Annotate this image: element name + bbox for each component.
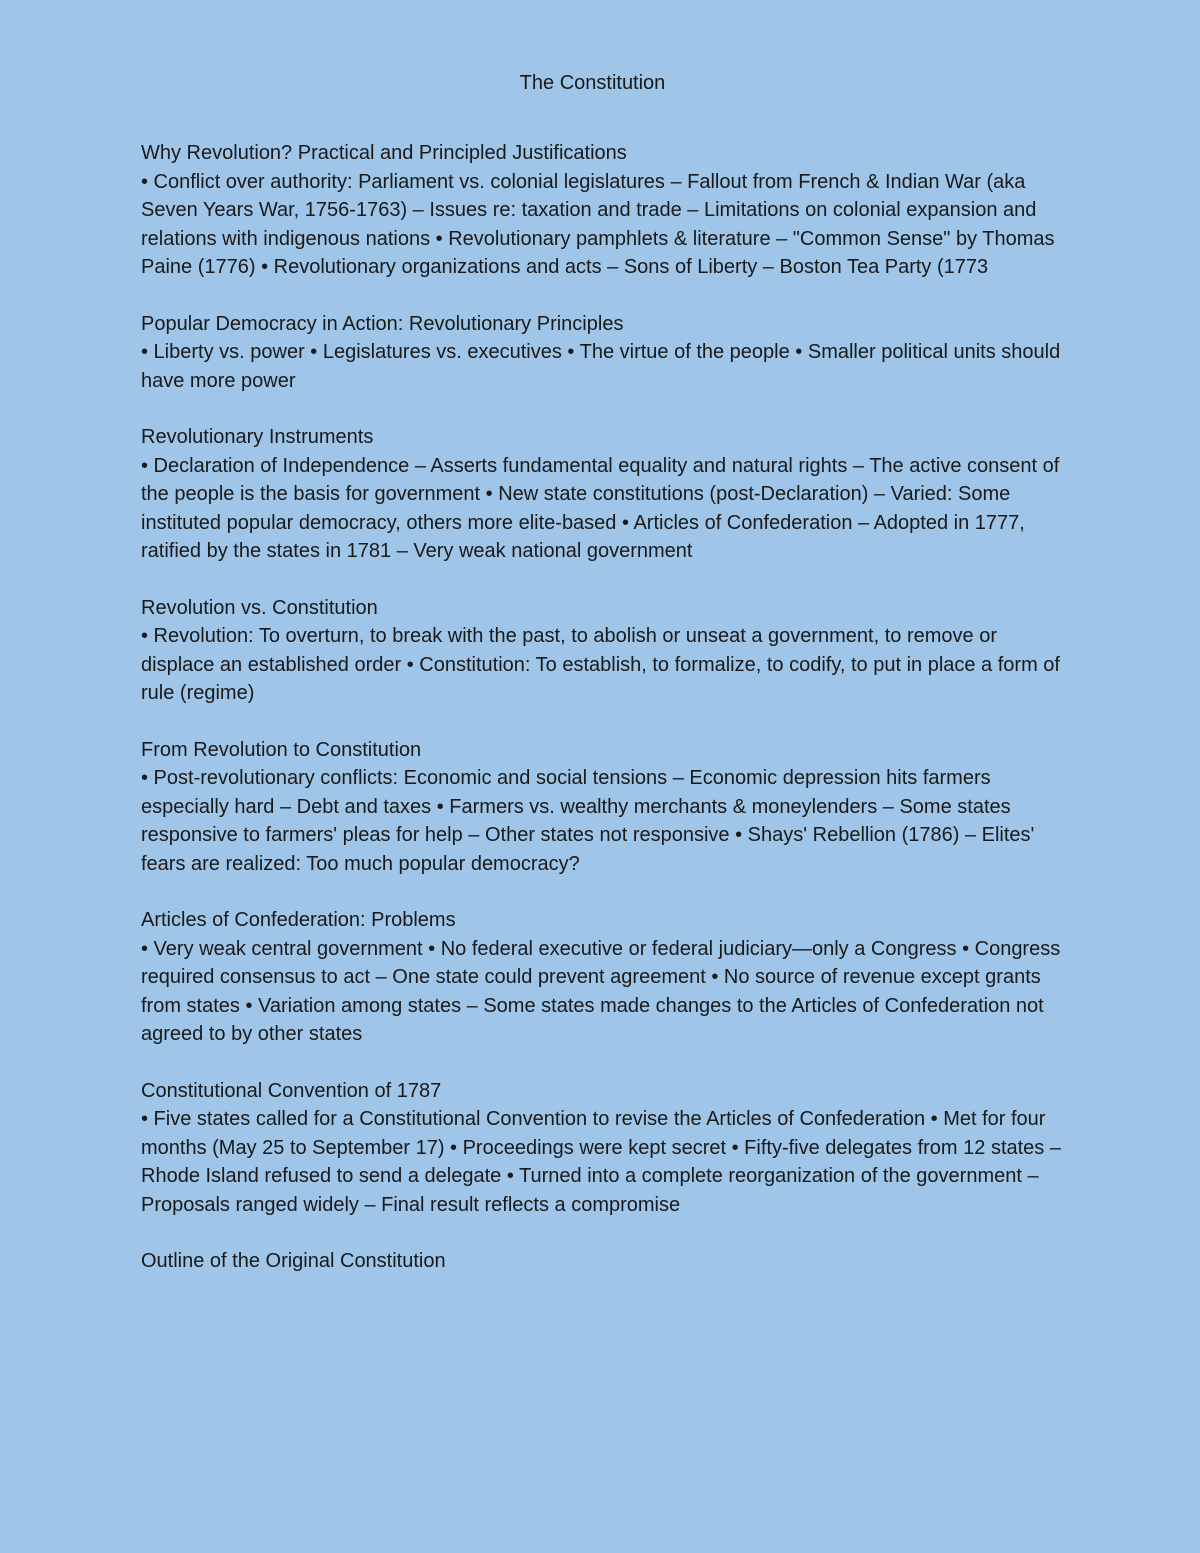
section-popular-democracy (141, 310, 1066, 396)
section-revolution-vs-constitution (141, 594, 1066, 708)
section-body: • Liberty vs. power • Legislatures vs. executives • The virtue of the people • Smaller political units should have more power (141, 341, 1061, 392)
section-outline-original-constitution (141, 1247, 1066, 1276)
section-revolution-to-constitution (141, 736, 1066, 879)
section-heading: Popular Democracy in Action: Revolutionary Principles (141, 312, 624, 335)
section-heading: Articles of Confederation: Problems (141, 909, 456, 931)
section-body: • Declaration of Independence – Asserts fundamental equality and natural rights – The active consent of the people is the basis for government • New state constitutions (post-Declaration) – Varied: Some instituted popular democracy, others more elite-based • Articles of Confederation – Adopted in 1777, ratified by the states in 1781 – Very weak national government (141, 454, 1060, 562)
section-heading: Revolutionary Instruments (141, 426, 374, 448)
section-body: • Very weak central government • No federal executive or federal judiciary—only a Congress • Congress required consensus to act – One state could prevent agreement • No source of revenue except grants from states • Variation among states – Some states made changes to the Articles of Confederation not agreed to by other states (141, 937, 1061, 1045)
section-body: • Conflict over authority: Parliament vs. colonial legislatures – Fallout from French & Indian War (aka Seven Years War, 1756-1763) – Issues re: taxation and trade – Limitations on colonial expansion and relations with indigenous nations • Revolutionary pamphlets & literature – "Common Sense" by Thomas Paine (1776) • Revolutionary organizations and acts – Sons of Liberty – Boston Tea Party (1773 (141, 170, 1055, 278)
section-heading: Constitutional Convention of 1787 (141, 1079, 442, 1102)
section-constitutional-convention (141, 1077, 1066, 1220)
section-heading: Outline of the Original Constitution (141, 1250, 446, 1272)
section-why-revolution (141, 139, 1066, 282)
section-heading: From Revolution to Constitution (141, 738, 422, 761)
section-body: • Post-revolutionary conflicts: Economic and social tensions – Economic depression hits farmers especially hard – Debt and taxes • Farmers vs. wealthy merchants & moneylenders – Some states responsive to farmers' pleas for help – Other states not responsive • Shays' Rebellion (1786) – Elites' fears are realized: Too much popular democracy? (141, 767, 1035, 875)
section-revolutionary-instruments (141, 423, 1066, 566)
section-body: • Five states called for a Constitutional Convention to revise the Articles of Confederation • Met for four months (May 25 to September 17) • Proceedings were kept secret • Fifty-five delegates from 12 states – Rhode Island refused to send a delegate • Turned into a complete reorganization of the government – Proposals ranged widely – Final result reflects a compromise (141, 1108, 1061, 1216)
document-title: The Constitution (519, 72, 666, 94)
document-page (141, 68, 1066, 1304)
section-body: • Revolution: To overturn, to break with the past, to abolish or unseat a government, to remove or displace an established order • Constitution: To establish, to formalize, to codify, to put in place a form of rule (regime) (141, 625, 1060, 704)
section-heading: Why Revolution? Practical and Principled Justifications (141, 142, 627, 164)
section-articles-problems (141, 906, 1066, 1049)
section-heading: Revolution vs. Constitution (141, 596, 378, 619)
